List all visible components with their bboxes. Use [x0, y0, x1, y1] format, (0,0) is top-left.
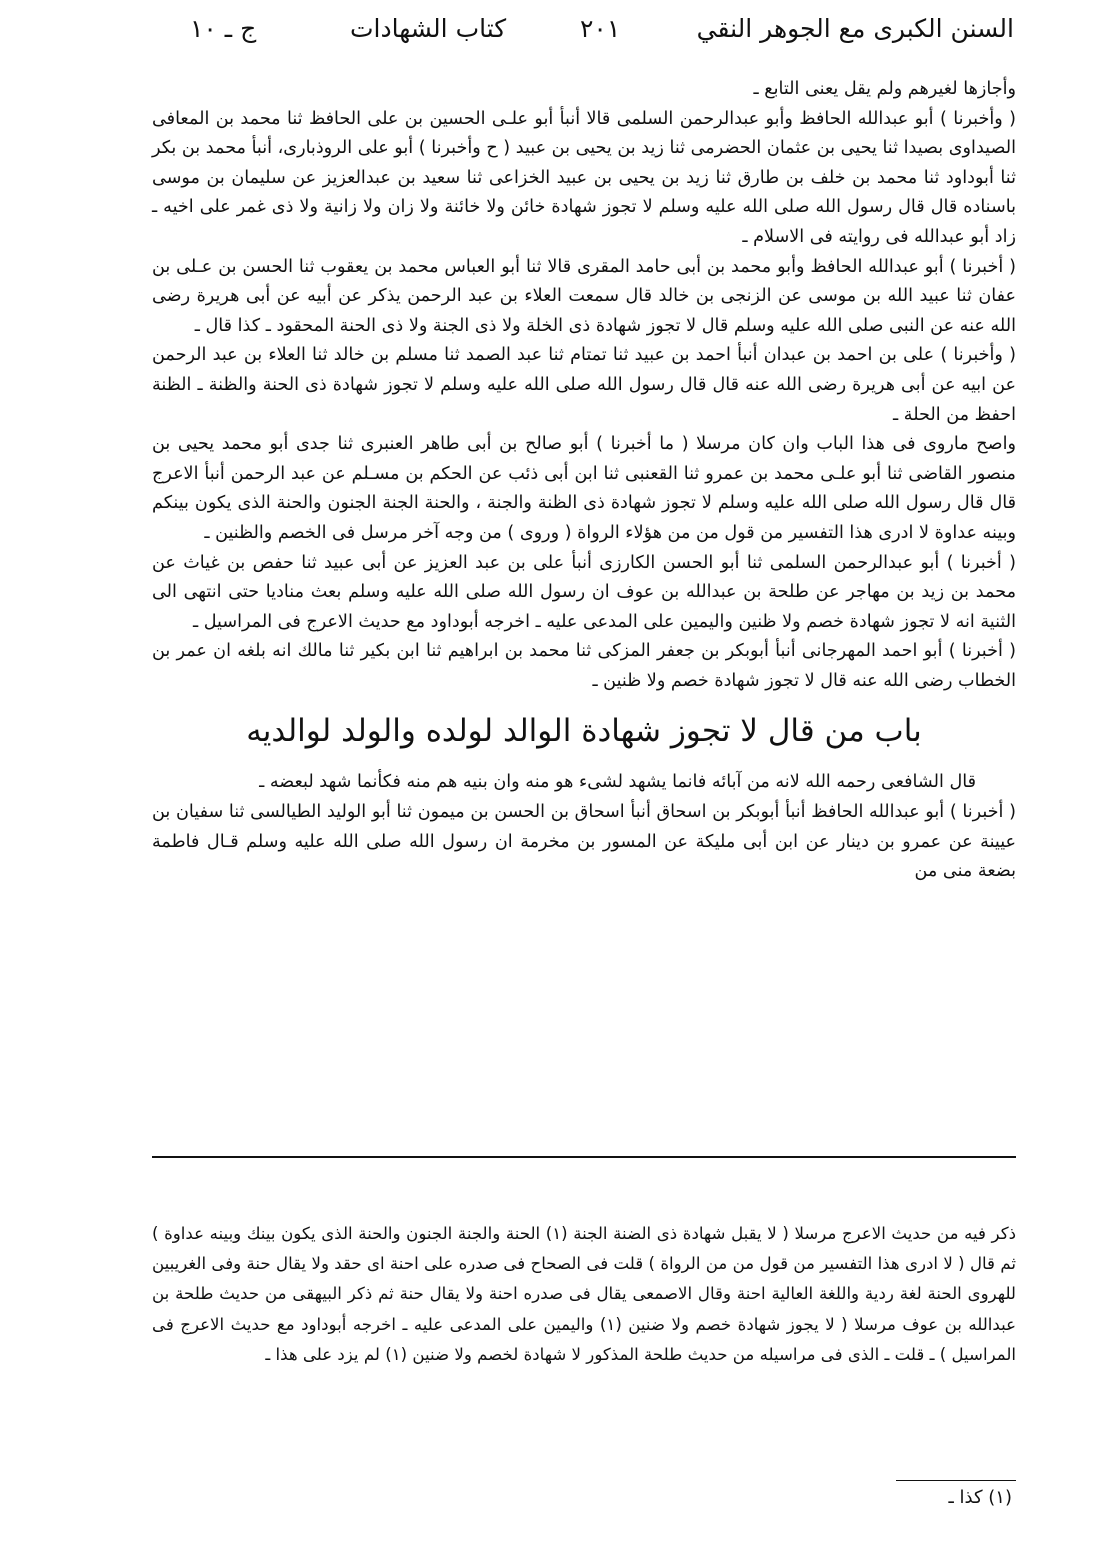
- paragraph: ( أخبرنا ) أبو عبدالله الحافظ وأبو محمد بن أبى حامد المقرى قالا ثنا أبو العباس محمد بن يعقوب ثنا الحسن بن عـلى بن عفان ثنا عبيد الله بن موسى عن الزنجى بن خالد قال سمعت العلاء بن عبد الرحمن يذكر عن أبيه عن أبى هريرة رضى الله عنه عن النبى صلى الله عليه وسلم قال لا تجوز شهادة ذى الخلة ولا ذى الجنة ولا ذى الحنة المحقود ـ كذا قال ـ: [152, 256, 1016, 336]
- paragraph: ( أخبرنا ) أبو عبدالله الحافظ أنبأ أبوبكر بن اسحاق أنبأ اسحاق بن الحسن بن ميمون ثنا أبو الوليد الطيالسى ثنا سفيان بن عيينة عن عمرو بن دينار عن ابن أبى مليكة عن المسور بن مخرمة ان رسول الله صلى الله عليه وسلم قـال فاطمة بضعة منى من: [152, 802, 1016, 882]
- chapter-heading: باب من قال لا تجوز شهادة الوالد لولده والولد لوالديه: [246, 713, 922, 750]
- paragraph: ( وأخبرنا ) على بن احمد بن عبدان أنبأ احمد بن عبيد ثنا تمتام ثنا عبد الصمد ثنا مسلم بن خالد ثنا العلاء بن عبد الرحمن عن ابيه عن أبى هريرة رضى الله عنه قال قال رسول الله صلى الله عليه وسلم لا تجوز شهادة ذى الحنة والظنة ـ الظنة احفظ من الحلة ـ: [152, 345, 1016, 425]
- section-divider: [152, 1156, 1016, 1158]
- page-number: ٢٠١: [580, 14, 621, 43]
- book-title: كتاب الشهادات: [350, 14, 507, 43]
- page-header: [150, 14, 1014, 54]
- paragraph: قال الشافعى رحمه الله لانه من آبائه فانما يشهد لشىء هو منه وان بنيه هم منه فكأنما شهد لبعضه ـ: [259, 772, 976, 793]
- paragraph: ( وأخبرنا ) أبو عبدالله الحافظ وأبو عبدالرحمن السلمى قالا أنبأ أبو علـى الحسين بن على الحافظ ثنا محمد بن المعافى الصيداوى بصيدا ثنا يحيى بن عثمان الحضرمى ثنا زيد بن يحيى بن عبيد ( ح وأخبرنا ) أبو على الروذبارى، أنبأ محمد بن بكر ثنا أبوداود ثنا محمد بن خلف بن طارق ثنا زيد بن يحيى بن عبيد الخزاعى ثنا سعيد بن عبدالعزيز عن سليمان بن موسى باسناده قال قال رسول الله صلى الله عليه وسلم لا تجوز شهادة خائن ولا خائنة ولا زان ولا زانية ولا ذى غمر على اخيه ـ زاد أبو عبدالله فى روايته فى الاسلام ـ: [152, 108, 1016, 247]
- main-text: [152, 75, 1016, 887]
- commentary-section: [152, 1219, 1016, 1370]
- commentary-text: ذكر فيه من حديث الاعرج مرسلا ( لا يقبل شهادة ذى الضنة الجنة (١) الحنة والجنة الجنون والحنة الذى يكون بينك وبينه عداوة ) ثم قال ( لا ادرى هذا التفسير من قول من من الرواة ) قلت فى الصحاح فى صدره على احنة اى حقد ولا يقال حنة وفى الغريبين للهروى الحنة لغة ردية واللغة العالية احنة وقال الاصمعى يقال فى صدره احنة ولا يقال حنة ثم ذكر البيهقى من حديث طلحة بن عبدالله بن عوف مرسلا ( لا يجوز شهادة خصم ولا ضنين (١) واليمين على المدعى عليه ـ اخرجه أبوداود مع حديث الاعرج فى المراسيل ) ـ قلت ـ الذى فى مراسيله من حديث طلحة المذكور لا شهادة لخصم ولا ضنين (١) لم يزد على هذا ـ: [152, 1224, 1016, 1364]
- work-title: السنن الكبرى مع الجوهر النقي: [696, 14, 1014, 43]
- paragraph: وأجازها لغيرهم ولم يقل يعنى التابع ـ: [753, 79, 1016, 99]
- paragraph: واصح ماروى فى هذا الباب وان كان مرسلا ( ما أخبرنا ) أبو صالح بن أبى طاهر العنبرى ثنا جدى أبو محمد يحيى بن منصور القاضى ثنا أبو علـى محمد بن عمرو ثنا القعنبى ثنا ابن أبى ذئب عن الحكم بن مسـلم عن عبد الرحمن أنبأ الاعرج قال قال رسول الله صلى الله عليه وسلم لا تجوز شهادة ذى الظنة والجنة ، والحنة الجنة الجنون والحنة الذى يكون بينكم وبينه عداوة لا ادرى هذا التفسير من قول من من هؤلاء الرواة ( وروى ) من وجه آخر مرسل فى الخصم والظنين ـ: [152, 434, 1016, 543]
- paragraph: ( أخبرنا ) أبو احمد المهرجانى أنبأ أبوبكر بن جعفر المزكى ثنا محمد بن ابراهيم ثنا ابن بكير ثنا مالك انه بلغه ان عمر بن الخطاب رضى الله عنه قال لا تجوز شهادة خصم ولا ظنين ـ: [152, 641, 1016, 691]
- paragraph: ( أخبرنا ) أبو عبدالرحمن السلمى ثنا أبو الحسن الكارزى أنبأ على بن عبد العزيز عن أبى عبيد ثنا حفص بن غياث عن محمد بن زيد بن مهاجر عن طلحة بن عبدالله بن عوف ان رسول الله صلى الله عليه وسلم بعث مناديا حتى انتهى الى الثنية انه لا تجوز شهادة خصم ولا ظنين واليمين على المدعى عليه ـ اخرجه أبوداود مع حديث الاعرج فى المراسيل ـ: [152, 552, 1016, 632]
- footnote-rule: [896, 1480, 1016, 1481]
- volume-label: ج ـ ١٠: [190, 14, 257, 43]
- footnote: (١) كذا ـ: [948, 1487, 1012, 1508]
